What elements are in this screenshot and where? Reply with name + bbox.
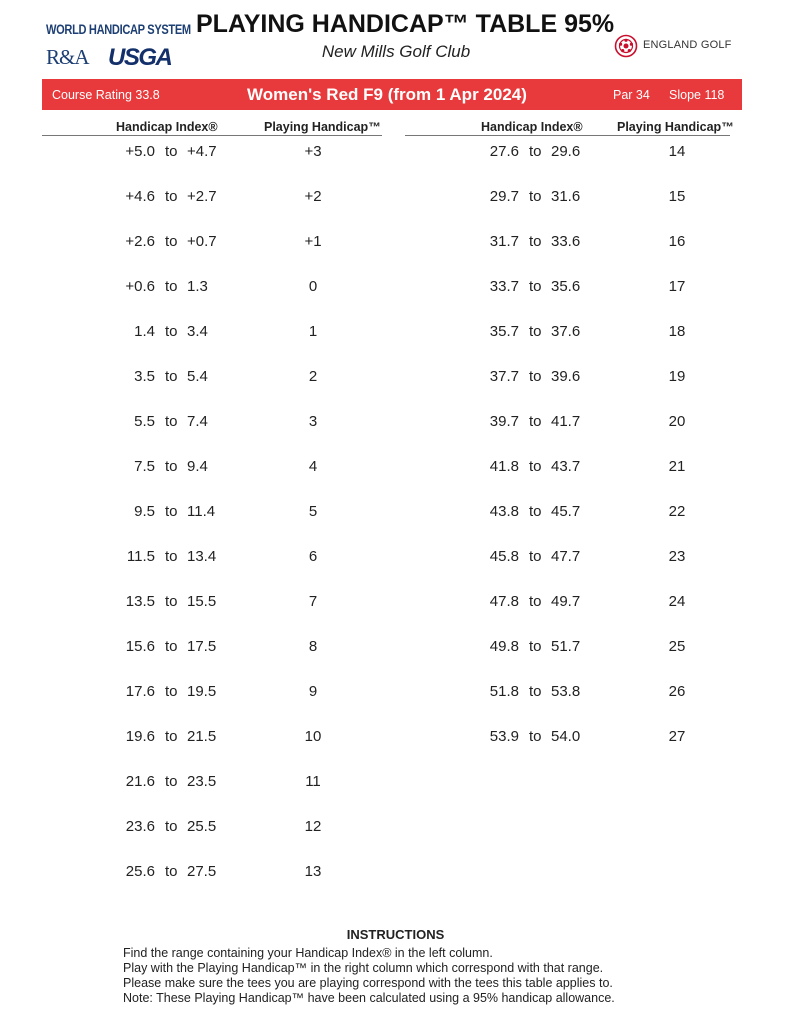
range-separator: to xyxy=(165,323,178,340)
instruction-line: Play with the Playing Handicap™ in the right column which correspond with that range. xyxy=(123,961,604,975)
index-high: 5.4 xyxy=(187,368,208,385)
index-low: 37.7 xyxy=(489,368,519,385)
table-row xyxy=(0,233,791,253)
range-separator: to xyxy=(529,323,542,340)
range-separator: to xyxy=(529,143,542,160)
index-low: 25.6 xyxy=(125,863,155,880)
table-row xyxy=(0,143,791,163)
par-value: Par 34 xyxy=(613,88,650,102)
range-separator: to xyxy=(529,413,542,430)
england-golf-logo-text: ENGLAND GOLF xyxy=(643,39,732,51)
playing-handicap: 6 xyxy=(308,548,318,565)
range-separator: to xyxy=(165,863,178,880)
index-low: 5.5 xyxy=(134,413,155,430)
index-low: +2.6 xyxy=(125,233,155,250)
playing-handicap: 16 xyxy=(668,233,686,250)
table-row xyxy=(0,638,791,658)
index-high: 41.7 xyxy=(551,413,581,430)
table-row xyxy=(0,323,791,343)
tee-name: Women's Red F9 (from 1 Apr 2024) xyxy=(247,85,527,104)
table-row xyxy=(0,278,791,298)
range-separator: to xyxy=(165,278,178,295)
table-row xyxy=(0,368,791,388)
range-separator: to xyxy=(165,683,178,700)
playing-handicap: 18 xyxy=(668,323,686,340)
index-low: 7.5 xyxy=(134,458,155,475)
index-low: 29.7 xyxy=(489,188,519,205)
slope-value: Slope 118 xyxy=(669,88,725,102)
playing-handicap: 27 xyxy=(668,728,686,745)
index-low: 49.8 xyxy=(489,638,519,655)
index-high: 33.6 xyxy=(551,233,581,250)
index-high: 7.4 xyxy=(187,413,208,430)
range-separator: to xyxy=(529,638,542,655)
index-low: 23.6 xyxy=(125,818,155,835)
range-separator: to xyxy=(165,188,178,205)
index-low: 43.8 xyxy=(489,503,519,520)
range-separator: to xyxy=(529,728,542,745)
range-separator: to xyxy=(165,413,178,430)
page-title: PLAYING HANDICAP™ TABLE 95% xyxy=(196,10,615,38)
index-high: +0.7 xyxy=(187,233,217,250)
index-high: +4.7 xyxy=(187,143,217,160)
index-low: 13.5 xyxy=(125,593,155,610)
index-low: 39.7 xyxy=(489,413,519,430)
index-low: +4.6 xyxy=(125,188,155,205)
range-separator: to xyxy=(529,548,542,565)
table-row xyxy=(0,773,791,793)
playing-handicap: 4 xyxy=(308,458,318,475)
index-low: 53.9 xyxy=(489,728,519,745)
table-row xyxy=(0,188,791,208)
playing-handicap: 2 xyxy=(308,368,318,385)
playing-handicap: 1 xyxy=(308,323,318,340)
playing-handicap: +2 xyxy=(304,188,322,205)
playing-handicap: 7 xyxy=(308,593,318,610)
playing-handicap: 22 xyxy=(668,503,686,520)
playing-handicap: 15 xyxy=(668,188,686,205)
index-low: +5.0 xyxy=(125,143,155,160)
range-separator: to xyxy=(529,683,542,700)
course-rating: Course Rating 33.8 xyxy=(52,88,160,102)
index-high: +2.7 xyxy=(187,188,217,205)
index-high: 37.6 xyxy=(551,323,581,340)
table-row xyxy=(0,593,791,613)
range-separator: to xyxy=(165,143,178,160)
instruction-line: Please make sure the tees you are playing correspond with the tees this table applies to. xyxy=(123,976,613,990)
index-low: 31.7 xyxy=(489,233,519,250)
index-high: 3.4 xyxy=(187,323,208,340)
index-high: 13.4 xyxy=(187,548,217,565)
playing-handicap: 24 xyxy=(668,593,686,610)
index-low: 27.6 xyxy=(489,143,519,160)
playing-handicap: 13 xyxy=(304,863,322,880)
index-high: 25.5 xyxy=(187,818,217,835)
index-low: +0.6 xyxy=(125,278,155,295)
range-separator: to xyxy=(165,548,178,565)
index-high: 31.6 xyxy=(551,188,581,205)
index-high: 19.5 xyxy=(187,683,217,700)
usga-logo: USGA xyxy=(108,44,172,71)
index-high: 49.7 xyxy=(551,593,581,610)
playing-handicap: 20 xyxy=(668,413,686,430)
range-separator: to xyxy=(165,638,178,655)
table-row xyxy=(0,863,791,883)
index-high: 23.5 xyxy=(187,773,217,790)
right-index-header: Handicap Index® xyxy=(481,120,583,134)
range-separator: to xyxy=(165,818,178,835)
playing-handicap: 5 xyxy=(308,503,318,520)
world-handicap-system-logo: WORLD HANDICAP SYSTEM xyxy=(46,22,191,37)
table-row xyxy=(0,458,791,478)
index-high: 1.3 xyxy=(187,278,208,295)
range-separator: to xyxy=(529,458,542,475)
index-low: 9.5 xyxy=(134,503,155,520)
range-separator: to xyxy=(165,368,178,385)
playing-handicap: 19 xyxy=(668,368,686,385)
range-separator: to xyxy=(529,188,542,205)
instruction-line: Note: These Playing Handicap™ have been calculated using a 95% handicap allowance. xyxy=(123,991,615,1005)
index-high: 39.6 xyxy=(551,368,581,385)
index-high: 43.7 xyxy=(551,458,581,475)
index-low: 17.6 xyxy=(125,683,155,700)
club-name: New Mills Golf Club xyxy=(321,42,471,61)
range-separator: to xyxy=(165,503,178,520)
playing-handicap: 21 xyxy=(668,458,686,475)
index-high: 17.5 xyxy=(187,638,217,655)
playing-handicap: 23 xyxy=(668,548,686,565)
index-high: 53.8 xyxy=(551,683,581,700)
index-low: 51.8 xyxy=(489,683,519,700)
index-low: 45.8 xyxy=(489,548,519,565)
index-low: 35.7 xyxy=(489,323,519,340)
playing-handicap: 17 xyxy=(668,278,686,295)
england-golf-rose-icon xyxy=(614,34,638,58)
index-low: 33.7 xyxy=(489,278,519,295)
table-row xyxy=(0,503,791,523)
index-high: 45.7 xyxy=(551,503,581,520)
index-high: 27.5 xyxy=(187,863,217,880)
table-row xyxy=(0,683,791,703)
index-low: 41.8 xyxy=(489,458,519,475)
range-separator: to xyxy=(165,593,178,610)
index-high: 51.7 xyxy=(551,638,581,655)
playing-handicap: 8 xyxy=(308,638,318,655)
playing-handicap: 11 xyxy=(305,773,321,790)
course-info-banner xyxy=(42,79,742,110)
index-high: 54.0 xyxy=(551,728,581,745)
index-low: 11.5 xyxy=(126,548,155,565)
playing-handicap: 12 xyxy=(304,818,322,835)
index-low: 47.8 xyxy=(489,593,519,610)
index-low: 3.5 xyxy=(134,368,155,385)
range-separator: to xyxy=(529,503,542,520)
randa-logo: R&A xyxy=(46,45,89,69)
index-high: 11.4 xyxy=(187,503,216,520)
index-high: 9.4 xyxy=(187,458,208,475)
range-separator: to xyxy=(529,368,542,385)
index-high: 29.6 xyxy=(551,143,581,160)
playing-handicap: 14 xyxy=(668,143,686,160)
right-header-rule xyxy=(405,135,730,136)
index-high: 21.5 xyxy=(187,728,217,745)
playing-handicap: 10 xyxy=(304,728,322,745)
range-separator: to xyxy=(529,278,542,295)
index-low: 21.6 xyxy=(125,773,155,790)
playing-handicap: 26 xyxy=(668,683,686,700)
index-high: 15.5 xyxy=(187,593,217,610)
left-header-rule xyxy=(42,135,382,136)
index-high: 35.6 xyxy=(551,278,581,295)
right-playing-header: Playing Handicap™ xyxy=(617,120,734,134)
left-index-header: Handicap Index® xyxy=(116,120,218,134)
range-separator: to xyxy=(165,233,178,250)
range-separator: to xyxy=(165,773,178,790)
instruction-line: Find the range containing your Handicap Index® in the left column. xyxy=(123,946,493,960)
playing-handicap: 25 xyxy=(668,638,686,655)
index-low: 19.6 xyxy=(125,728,155,745)
range-separator: to xyxy=(529,233,542,250)
left-playing-header: Playing Handicap™ xyxy=(264,120,381,134)
table-row xyxy=(0,413,791,433)
table-row xyxy=(0,728,791,748)
index-low: 1.4 xyxy=(134,323,155,340)
instructions-title: INSTRUCTIONS xyxy=(346,927,445,942)
playing-handicap: 9 xyxy=(308,683,318,700)
table-row xyxy=(0,818,791,838)
playing-handicap: 0 xyxy=(308,278,318,295)
playing-handicap: +1 xyxy=(304,233,322,250)
range-separator: to xyxy=(165,458,178,475)
range-separator: to xyxy=(529,593,542,610)
playing-handicap: +3 xyxy=(304,143,322,160)
range-separator: to xyxy=(165,728,178,745)
playing-handicap: 3 xyxy=(308,413,318,430)
table-row xyxy=(0,548,791,568)
index-low: 15.6 xyxy=(125,638,155,655)
index-high: 47.7 xyxy=(551,548,581,565)
